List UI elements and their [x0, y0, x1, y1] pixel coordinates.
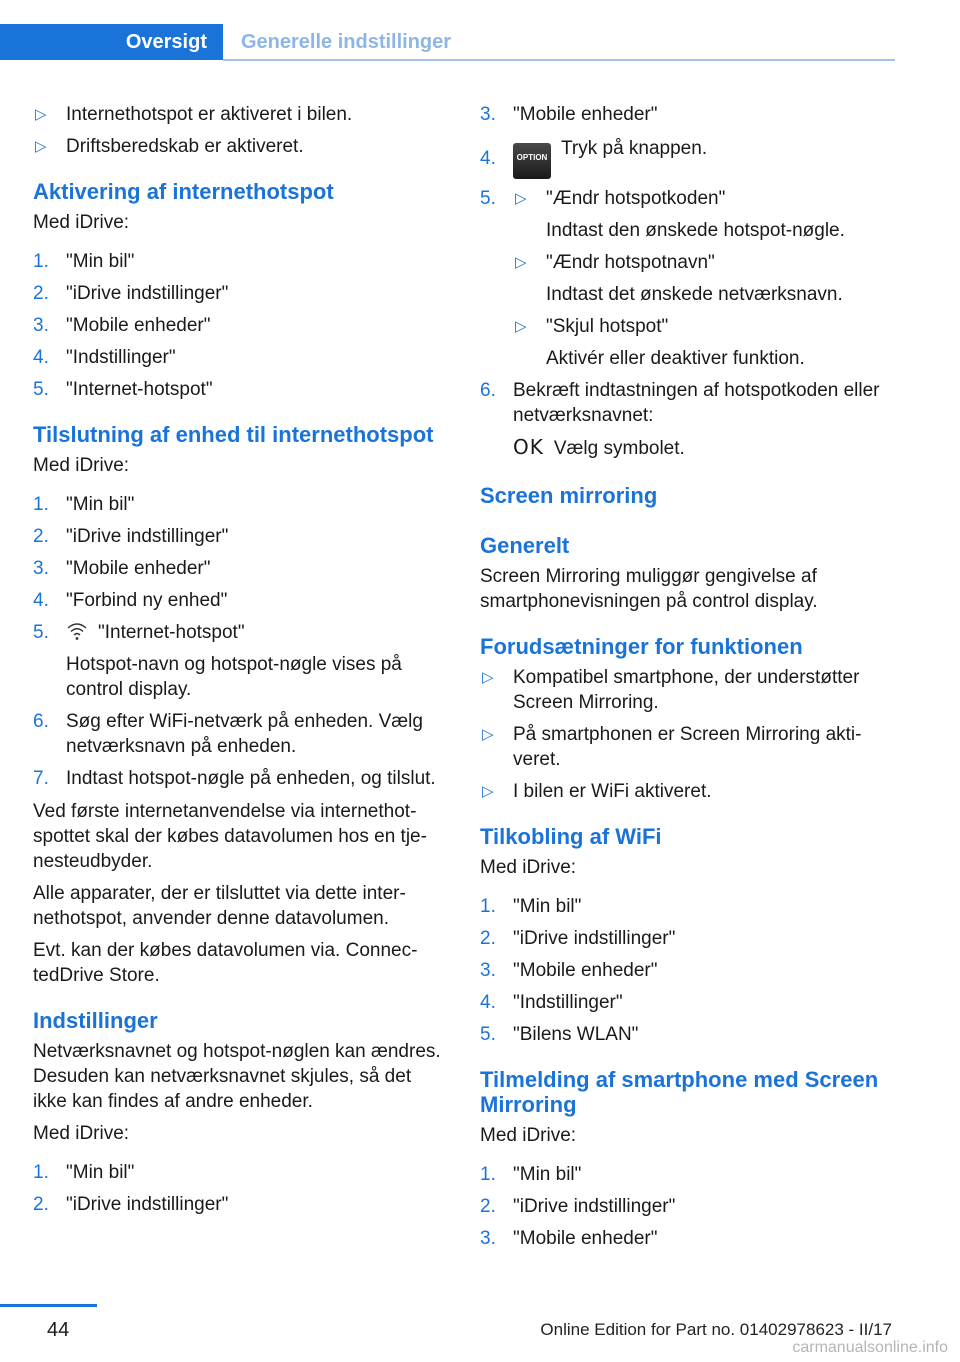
list-item: 4. "Indstillinger"	[33, 347, 176, 368]
nested-option-list	[513, 186, 895, 371]
list-item: ▷ I bilen er WiFi aktiveret.	[482, 781, 712, 802]
list-item: ▷ "Ændr hotspotnavn" Indtast det ønskede netværksnavn.	[515, 252, 843, 305]
triangle-bullet-icon: ▷	[515, 318, 527, 335]
intro-text: Med iDrive:	[480, 857, 577, 878]
list-item: ▷ Driftsberedskab er aktiveret.	[35, 136, 304, 157]
section-heading-wifi: Tilkobling af WiFi	[480, 824, 662, 849]
list-item: ▷ På smartphonen er Screen Mirroring aktiveret.	[482, 724, 862, 770]
prerequisite-list	[33, 102, 448, 159]
paragraph: Ved første internetanvendelse via internethotspottet skal der købes datavolumen hos en tjenesteudbyder.	[33, 801, 427, 872]
list-item: 3. "Mobile enheder"	[480, 104, 658, 125]
section-heading-general: Generelt	[480, 533, 570, 558]
section-heading-activation: Aktivering af internethotspot	[33, 179, 334, 204]
list-item: ▷ Kompatibel smartphone, der understøtter Screen Mirroring.	[482, 667, 860, 713]
wifi-icon	[66, 621, 88, 641]
list-item: 5. "Internet-hotspot"	[33, 379, 213, 400]
list-item: 1. "Min bil"	[33, 494, 135, 515]
right-column	[480, 102, 895, 1259]
list-item: 1. "Min bil"	[480, 1164, 582, 1185]
left-column	[33, 102, 448, 1225]
list-item: 1. "Min bil"	[33, 251, 135, 272]
list-item: 5. "Bilens WLAN"	[480, 1024, 639, 1045]
page-number: 44	[47, 1319, 70, 1341]
list-item: 5. ▷ "Ændr hotspotkoden" Indtast den ønskede hotspot-nøgle. ▷ "Ændr hotspotnavn" Indtast det ønskede netværksnavn. ▷ "Skjul hotspot" Aktivér eller deaktiver funktion.	[480, 186, 895, 371]
section-heading-register: Tilmelding af smartphone med Screen Mirroring	[480, 1067, 879, 1117]
intro-text: Med iDrive:	[33, 212, 130, 233]
connect-steps	[33, 492, 448, 791]
list-item: 2. "iDrive indstillinger"	[480, 1196, 676, 1217]
list-item: 2. "iDrive indstillinger"	[33, 1194, 229, 1215]
register-steps	[480, 1162, 895, 1251]
footer-rule	[0, 1304, 97, 1307]
list-item: 3. "Mobile enheder"	[33, 315, 211, 336]
intro-text: Med iDrive:	[33, 455, 130, 476]
triangle-bullet-icon: ▷	[35, 106, 47, 123]
watermark: carmanualsonline.info	[792, 1339, 948, 1356]
triangle-bullet-icon: ▷	[35, 138, 47, 155]
list-item: 2. "iDrive indstillinger"	[33, 526, 229, 547]
paragraph: Alle apparater, der er tilsluttet via dette internethotspot, anvender denne datavolumen.	[33, 883, 406, 929]
list-item: 3. "Mobile enheder"	[33, 558, 211, 579]
ok-symbol-icon: OK	[513, 435, 544, 459]
section-heading-screen-mirroring: Screen mirroring	[480, 483, 658, 508]
list-item: 4. "Indstillinger"	[480, 992, 623, 1013]
intro-text: Med iDrive:	[480, 1125, 577, 1146]
list-item: ▷ "Skjul hotspot" Aktivér eller deaktiver funktion.	[515, 316, 805, 369]
step-note: Hotspot-navn og hotspot-nøgle vises på control display.	[66, 654, 402, 700]
header-rule	[223, 59, 895, 61]
list-item: 6. Søg efter WiFi-netværk på enheden. Vælg netværksnavn på enheden.	[33, 711, 423, 757]
list-item: 2. "iDrive indstillinger"	[33, 283, 229, 304]
settings-steps	[33, 1160, 448, 1217]
settings-steps-continued	[480, 102, 895, 461]
edition-text: Online Edition for Part no. 01402978623 - II/17	[540, 1320, 892, 1339]
list-item: 1. "Min bil"	[480, 896, 582, 917]
section-heading-connect: Tilslutning af enhed til internethotspot	[33, 422, 434, 447]
list-item: 6. Bekræft indtastningen af hotspotkoden eller netværksnavnet: OK Vælg symbolet.	[480, 380, 880, 459]
triangle-bullet-icon: ▷	[515, 254, 527, 271]
list-item: 3. "Mobile enheder"	[480, 1228, 658, 1249]
list-item: 4. OPTION Tryk på knappen.	[480, 134, 895, 179]
list-item: ▷ "Ændr hotspotkoden" Indtast den ønskede hotspot-nøgle.	[515, 188, 845, 241]
paragraph: Netværksnavnet og hotspot-nøglen kan ændres. Desuden kan netværksnavnet skjules, så det ikke kan findes af andre enheder.	[33, 1041, 441, 1112]
paragraph: Evt. kan der købes datavolumen via. ConnectedDrive Store.	[33, 940, 418, 986]
intro-text: Med iDrive:	[33, 1123, 130, 1144]
list-item: ▷ Internethotspot er aktiveret i bilen.	[35, 104, 353, 125]
list-item: 2. "iDrive indstillinger"	[480, 928, 676, 949]
triangle-bullet-icon: ▷	[482, 669, 494, 686]
list-item: 4. "Forbind ny enhed"	[33, 590, 228, 611]
section-heading-prerequisites: Forudsætninger for funktionen	[480, 634, 803, 659]
prerequisites-list	[480, 665, 895, 804]
paragraph: Screen Mirroring muliggør gengivelse af smartphonevisningen på control display.	[480, 566, 818, 612]
list-item: 5. "Internet-hotspot" Hotspot-navn og hotspot-nøgle vises på control display.	[33, 620, 448, 702]
section-heading-settings: Indstillinger	[33, 1008, 158, 1033]
triangle-bullet-icon: ▷	[482, 726, 494, 743]
list-item: 7. Indtast hotspot-nøgle på enheden, og tilslut.	[33, 768, 436, 789]
wifi-steps	[480, 894, 895, 1047]
tab-oversigt[interactable]: Oversigt	[0, 24, 223, 60]
list-item: 1. "Min bil"	[33, 1162, 135, 1183]
tab-generelle-indstillinger[interactable]: Generelle indstillinger	[223, 24, 895, 60]
triangle-bullet-icon: ▷	[482, 783, 494, 800]
header-bar	[0, 24, 895, 62]
list-item: 3. "Mobile enheder"	[480, 960, 658, 981]
activation-steps	[33, 249, 448, 402]
triangle-bullet-icon: ▷	[515, 190, 527, 207]
option-button-icon: OPTION	[513, 143, 551, 179]
